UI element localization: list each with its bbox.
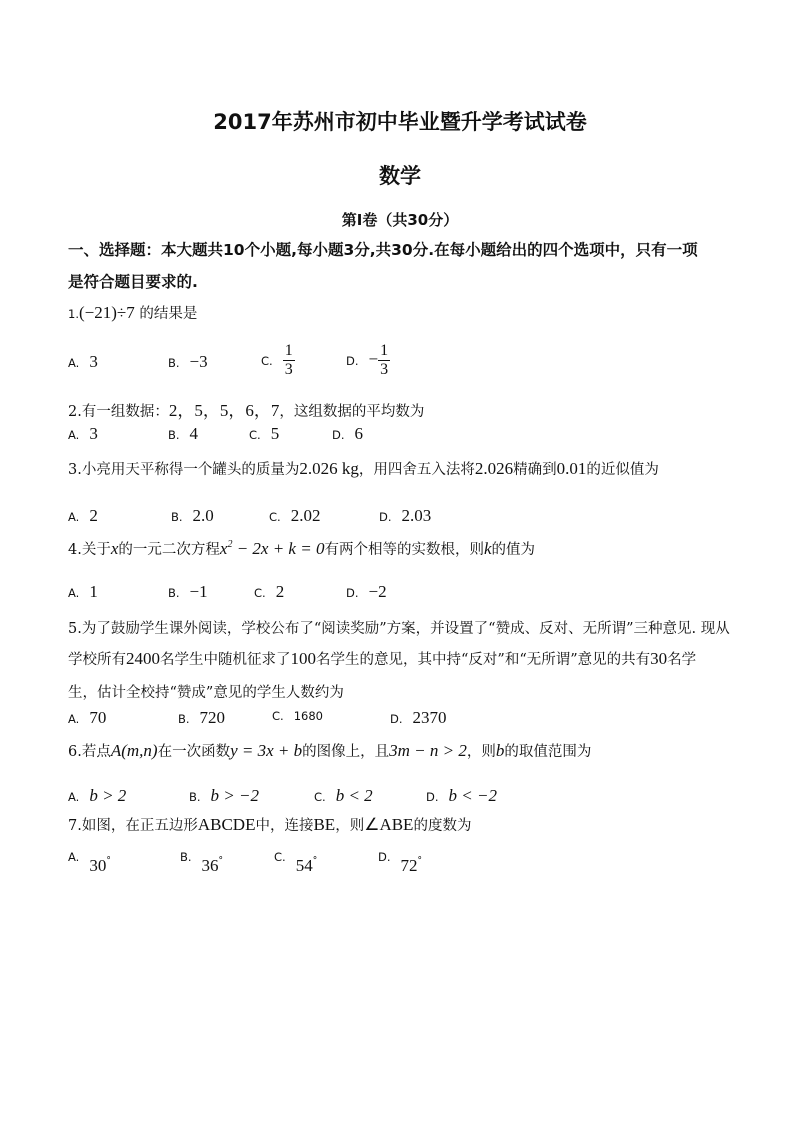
option-value: 30 — [89, 856, 107, 875]
variable-k: k — [483, 539, 492, 558]
option-label: B. — [178, 712, 190, 726]
question-5-line3: 生，估计全校持“赞成”意见的学生人数约为 — [68, 685, 344, 701]
option-label: B. — [189, 790, 201, 804]
question-text: 关于 — [81, 542, 111, 558]
option-value: b < 2 — [335, 786, 373, 805]
option-value: 3 — [89, 352, 98, 371]
option-label: C. — [249, 428, 261, 442]
option-label: B. — [168, 428, 180, 442]
numerator: 1 — [380, 342, 389, 359]
equation-rest: − 2x + k = 0 — [232, 539, 325, 558]
question-text: ，则 — [335, 818, 365, 834]
option-value: b > −2 — [210, 786, 259, 805]
numerator: 1 — [284, 342, 293, 359]
option-value: 1 — [89, 582, 98, 601]
option-label: A. — [68, 790, 80, 804]
number-value: 30 — [650, 649, 668, 668]
option-value: 2.02 — [290, 506, 321, 525]
option-label: A. — [68, 510, 80, 524]
mass-value: 2.026 kg — [299, 459, 359, 478]
option-d[interactable] — [379, 506, 431, 526]
question-text: 有一组数据： — [81, 404, 169, 420]
question-5-line1: 5.为了鼓励学生课外阅读，学校公布了“阅读奖励”方案，并设置了“赞成、反对、无所谓”三种意见. 现从 — [68, 621, 730, 637]
option-label: A. — [68, 712, 80, 726]
option-a[interactable] — [68, 786, 126, 806]
option-d[interactable] — [346, 342, 390, 379]
option-label: A. — [68, 428, 80, 442]
exponent: 2 — [227, 539, 233, 550]
option-value: 2.0 — [192, 506, 214, 525]
question-text: 名学生的意见，其中持“反对”和“无所谓”意见的共有 — [316, 652, 651, 668]
option-c[interactable] — [314, 786, 373, 806]
question-text: ，这组数据的平均数为 — [279, 404, 425, 420]
option-c[interactable] — [272, 708, 323, 724]
option-label: D. — [426, 790, 439, 804]
option-label: D. — [332, 428, 345, 442]
option-label: D. — [379, 510, 392, 524]
option-value: 1680 — [293, 709, 323, 723]
question-text: 名学生中随机征求了 — [160, 652, 291, 668]
question-text: ，用四舍五入法将 — [358, 462, 475, 478]
question-text: 的图像上，且 — [302, 744, 390, 760]
option-value: 2.03 — [401, 506, 432, 525]
question-text: 的一元二次方程 — [118, 542, 220, 558]
question-text: 若点 — [81, 744, 111, 760]
question-number: 7. — [68, 818, 82, 834]
question-text: 精确到 — [513, 462, 557, 478]
option-label: A. — [68, 356, 80, 370]
option-c[interactable] — [261, 342, 295, 379]
equation-term: x — [219, 539, 228, 558]
question-text: 名学 — [667, 652, 697, 668]
option-label: A. — [68, 850, 80, 864]
number-value: 2.026 — [474, 459, 514, 478]
option-label: D. — [390, 712, 403, 726]
number-value: 2400 — [126, 649, 160, 668]
option-a[interactable] — [68, 846, 111, 875]
option-value: −2 — [368, 582, 387, 601]
question-number: 2. — [68, 404, 82, 420]
option-value: −1 — [189, 582, 208, 601]
option-b[interactable] — [168, 582, 208, 602]
option-value: −3 — [189, 352, 208, 371]
question-text: 的近似值为 — [586, 462, 659, 478]
option-c[interactable] — [269, 506, 320, 526]
fraction — [283, 342, 295, 379]
question-text: 的度数为 — [413, 818, 472, 834]
option-label: B. — [171, 510, 183, 524]
option-b[interactable] — [171, 506, 214, 526]
question-3 — [68, 458, 659, 479]
option-value: 6 — [354, 424, 364, 443]
question-3-options — [68, 506, 708, 530]
question-number: 1. — [68, 307, 79, 321]
option-b[interactable] — [168, 352, 208, 372]
question-5-options — [68, 708, 708, 732]
option-c[interactable] — [254, 582, 284, 602]
option-label: C. — [272, 709, 284, 723]
option-b[interactable] — [178, 708, 225, 728]
question-text: 有两个相等的实数根，则 — [324, 542, 484, 558]
variable-b: b — [495, 741, 505, 760]
question-1-options — [68, 342, 708, 378]
option-value: 720 — [199, 708, 226, 727]
option-d[interactable] — [426, 786, 497, 806]
subject-title: 数学 — [379, 164, 421, 188]
option-c[interactable] — [249, 424, 279, 444]
data-values: 2，5，5，6，7 — [168, 401, 280, 420]
question-6-options — [68, 786, 708, 810]
option-label: C. — [314, 790, 326, 804]
question-text: 的结果是 — [139, 306, 198, 322]
option-a[interactable] — [68, 708, 106, 728]
question-text: 在一次函数 — [157, 744, 231, 760]
option-b[interactable] — [180, 846, 224, 875]
option-d[interactable] — [390, 708, 447, 728]
option-label: D. — [346, 353, 359, 368]
question-text: 学校所有 — [68, 652, 126, 668]
equation — [220, 539, 325, 558]
question-text: 小亮用天平称得一个罐头的质量为 — [81, 462, 300, 478]
option-label: B. — [180, 850, 192, 864]
math-expression: (−21)÷7 — [78, 303, 135, 322]
option-value: 5 — [270, 424, 280, 443]
denominator: 3 — [284, 361, 293, 378]
exam-title: 2017年苏州市初中毕业暨升学考试试卷 — [213, 110, 587, 134]
question-2-options — [68, 424, 708, 448]
question-6 — [68, 740, 591, 761]
option-c[interactable] — [274, 846, 318, 875]
question-text: 的取值范围为 — [504, 744, 592, 760]
option-a[interactable] — [68, 424, 98, 444]
option-a[interactable] — [68, 506, 98, 526]
shape-name: ABCDE — [197, 815, 256, 834]
precision-value: 0.01 — [556, 459, 587, 478]
question-7 — [68, 814, 471, 835]
question-text: ，则 — [466, 744, 496, 760]
option-label: A. — [68, 586, 80, 600]
option-value: 4 — [189, 424, 199, 443]
option-label: C. — [269, 510, 281, 524]
option-value: 2 — [275, 582, 285, 601]
degree-mark: ° — [312, 856, 318, 866]
option-value: 2 — [89, 506, 98, 525]
function-expression: y = 3x + b — [230, 741, 303, 760]
option-label: D. — [378, 850, 391, 864]
question-text: 如图，在正五边形 — [81, 818, 198, 834]
denominator: 3 — [380, 361, 389, 378]
minus-sign: − — [368, 349, 379, 369]
question-text: 中，连接 — [255, 818, 314, 834]
point-expression: A(m,n) — [110, 741, 158, 760]
option-label: C. — [274, 850, 286, 864]
option-value: 2370 — [412, 708, 447, 727]
option-b[interactable] — [189, 786, 259, 806]
section-instructions-line1: 一、选择题：本大题共10个小题,每小题3分,共30分.在每小题给出的四个选项中，只有一项 — [68, 241, 698, 259]
question-5-line2 — [68, 648, 696, 669]
question-number: 3. — [68, 462, 82, 478]
option-d[interactable] — [378, 846, 423, 875]
variable-x: x — [110, 539, 119, 558]
number-value: 100 — [290, 649, 316, 668]
question-number: 6. — [68, 744, 82, 760]
option-value: 36 — [201, 856, 219, 875]
option-a[interactable] — [68, 352, 98, 372]
option-b[interactable] — [168, 424, 198, 444]
option-a[interactable] — [68, 582, 98, 602]
segment-name: BE — [313, 815, 336, 834]
question-1 — [68, 302, 197, 323]
option-value: 70 — [89, 708, 107, 727]
option-d[interactable] — [332, 424, 363, 444]
option-value: b < −2 — [448, 786, 497, 805]
option-label: B. — [168, 356, 180, 370]
angle-name: ∠ABE — [364, 815, 414, 834]
degree-mark: ° — [106, 856, 111, 866]
option-value: b > 2 — [89, 786, 127, 805]
option-value: 3 — [89, 424, 98, 443]
part-title: 第Ⅰ卷（共30分） — [341, 211, 459, 229]
question-4-options — [68, 582, 708, 606]
option-label: D. — [346, 586, 359, 600]
degree-mark: ° — [218, 856, 224, 866]
option-d[interactable] — [346, 582, 387, 602]
option-value: 72 — [400, 856, 418, 875]
option-label: C. — [254, 586, 266, 600]
question-2 — [68, 396, 424, 421]
condition-expression: 3m − n > 2 — [389, 741, 467, 760]
option-value: 54 — [295, 856, 313, 875]
option-label: C. — [261, 353, 273, 368]
fraction — [378, 342, 390, 379]
question-7-options — [68, 846, 708, 875]
option-label: B. — [168, 586, 180, 600]
question-text: 的值为 — [491, 542, 535, 558]
section-instructions-line2: 是符合题目要求的. — [68, 273, 198, 291]
degree-mark: ° — [417, 856, 423, 866]
question-number: 4. — [68, 542, 82, 558]
question-4 — [68, 538, 535, 559]
